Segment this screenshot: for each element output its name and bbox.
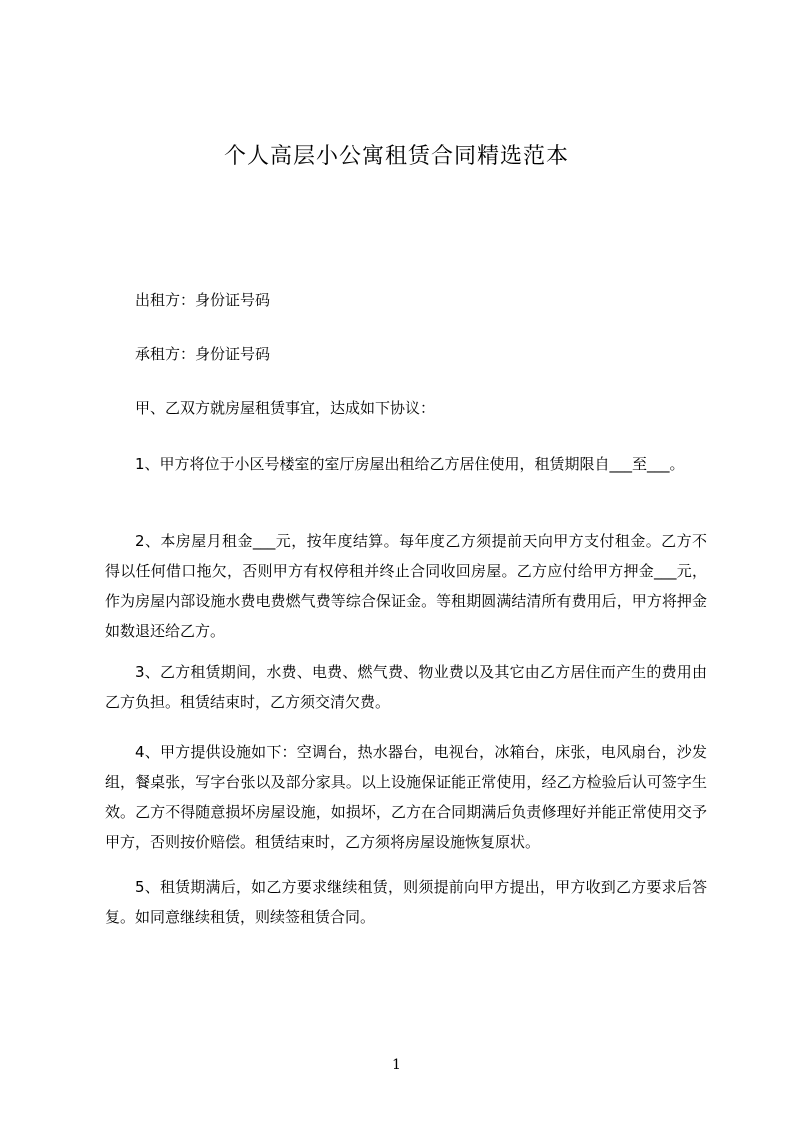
page-number: 1 (392, 1057, 401, 1073)
paragraph-lessor: 出租方：身份证号码 (135, 291, 271, 309)
paragraph-clause-1: 1、甲方将位于小区号楼室的室厅房屋出租给乙方居住使用，租赁期限自___至___。 (135, 455, 685, 473)
paragraph-agreement-intro: 甲、乙双方就房屋租赁事宜，达成如下协议： (135, 399, 436, 417)
paragraph-lessee: 承租方：身份证号码 (135, 345, 271, 363)
paragraph-clause-2: 2、本房屋月租金___元，按年度结算。每年度乙方须提前天向甲方支付租金。乙方不得以任何借口拖欠，否则甲方有权停租并终止合同收回房屋。乙方应付给甲方押金___元，作为房屋内部设施水费电费燃气费等综合保证金。等租期圆满结清所有费用后，甲方将押金如数退还给乙方。 (105, 532, 707, 640)
paragraph-clause-5: 5、租赁期满后，如乙方要求继续租赁，则须提前向甲方提出，甲方收到乙方要求后答复。如同意继续租赁，则续签租赁合同。 (105, 878, 707, 926)
paragraph-clause-4: 4、甲方提供设施如下：空调台，热水器台，电视台，冰箱台，床张，电风扇台，沙发组，餐桌张，写字台张以及部分家具。以上设施保证能正常使用，经乙方检验后认可签字生效。乙方不得随意损坏房屋设施，如损坏，乙方在合同期满后负责修理好并能正常使用交予甲方，否则按价赔偿。租赁结束时，乙方须将房屋设施恢复原状。 (105, 743, 707, 851)
paragraph-clause-3: 3、乙方租赁期间，水费、电费、燃气费、物业费以及其它由乙方居住而产生的费用由乙方负担。租赁结束时，乙方须交清欠费。 (105, 663, 707, 711)
document-title: 个人高层小公寓租赁合同精选范本 (223, 144, 569, 169)
